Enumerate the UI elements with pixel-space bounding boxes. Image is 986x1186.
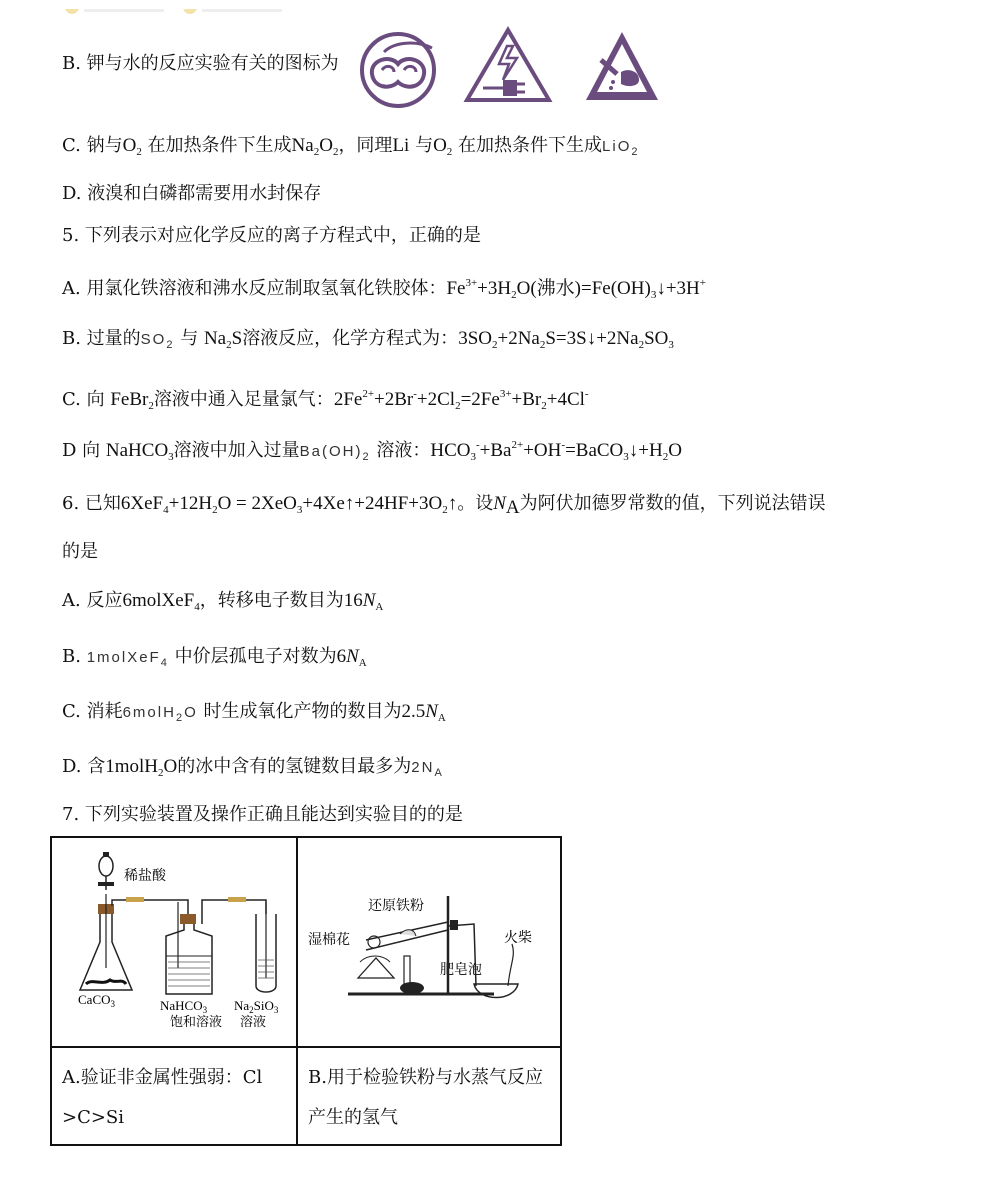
label-dilute-hcl: 稀盐酸: [124, 869, 166, 884]
q5-option-c: C. 向 FeBr$_2$溶液中通入足量氯气：$2Fe^{2+}+2Br^-+2Cl_2=2Fe^{3+}+Br_2+4Cl^-$: [62, 388, 589, 412]
q7-stem: 7. 下列实验装置及操作正确且能达到实验目的的是: [62, 804, 463, 825]
q4-option-c: C. 钠与$O_2$ 在加热条件下生成$Na_2O_2$，同理Li 与$O_2$ 在加热条件下生成LiO$_2$: [62, 135, 640, 158]
q5-option-a: A. 用氯化铁溶液和沸水反应制取氢氧化铁胶体：$Fe^{3+}+3H_2O$(沸水)$=Fe(OH)_3↓+3H^+$: [62, 277, 706, 301]
q5-option-d: D 向 NaHCO$_3$溶液中加入过量$Ba(OH)_2$ 溶液：$HCO_3^-+Ba^{2+}+OH^-=BaCO_3↓+H_2O$: [62, 439, 682, 463]
label-soap-bubble: 肥皂泡: [440, 963, 482, 978]
q5-option-b: B. 过量的$SO_2$ 与 $Na_2S$溶液反应，化学方程式为：$3SO_2+2Na_2S=3S↓+2Na_2SO_3$: [62, 328, 674, 351]
q6-option-d: D. 含1molH$_2$O的冰中含有的氢键数目最多为$2N_A$: [62, 756, 444, 779]
label-nahco3: NaHCO$_3$: [160, 998, 208, 1015]
q7-apparatus-table: [50, 836, 562, 1146]
apparatus-b-cell: [297, 837, 561, 1047]
option-b-caption-cell: [297, 1047, 561, 1145]
q6-option-a: A. 反应6molXeF$_4$，转移电子数目为$16N_A$: [62, 590, 384, 613]
option-b-caption: B.用于检验铁粉与水蒸气反应产生的氢气: [308, 1067, 543, 1128]
q6-stem: 6. 已知$6XeF_4+12H_2O$ = $2XeO_3+4Xe↑+24HF+3O_2↑$。设$N_A$为阿伏加德罗常数的值，下列说法错误: [62, 493, 826, 518]
q6-option-c: C. 消耗6molH$_2$O 时生成氧化产物的数目为$2.5N_A$: [62, 701, 446, 724]
label-reduced-iron-powder: 还原铁粉: [368, 899, 424, 914]
label-wet-cotton: 湿棉花: [308, 933, 350, 948]
q4-option-b: B. 钾与水的反应实验有关的图标为: [62, 53, 339, 74]
goggles-hazard-icon: [354, 30, 442, 114]
q5-stem: 5. 下列表示对应化学反应的离子方程式中，正确的是: [62, 225, 481, 246]
option-a-caption-cell: [51, 1047, 297, 1145]
q6-option-b: B. 1molXeF$_4$ 中价层孤电子对数为$6N_A$: [62, 646, 367, 669]
label-solution: 溶液: [240, 1014, 267, 1029]
apparatus-b-diagram: [298, 838, 560, 1042]
option-a-caption: A.验证非金属性强弱：Cl >C>Si: [62, 1067, 263, 1128]
electrical-hazard-icon: [463, 26, 553, 108]
label-saturated-solution: 饱和溶液: [170, 1014, 223, 1029]
label-caco3: CaCO$_3$: [78, 992, 115, 1009]
label-match: 火柴: [504, 931, 532, 946]
q6-stem-line2: 的是: [62, 541, 98, 562]
corrosive-hazard-icon: [583, 28, 661, 108]
apparatus-a-cell: [51, 837, 297, 1047]
label-na2sio3: $Na_2SiO_3$: [234, 998, 279, 1015]
q4-option-d: D. 液溴和白磷都需要用水封保存: [62, 183, 322, 204]
header-watermark: [60, 0, 300, 6]
apparatus-a-diagram: [52, 838, 296, 1042]
